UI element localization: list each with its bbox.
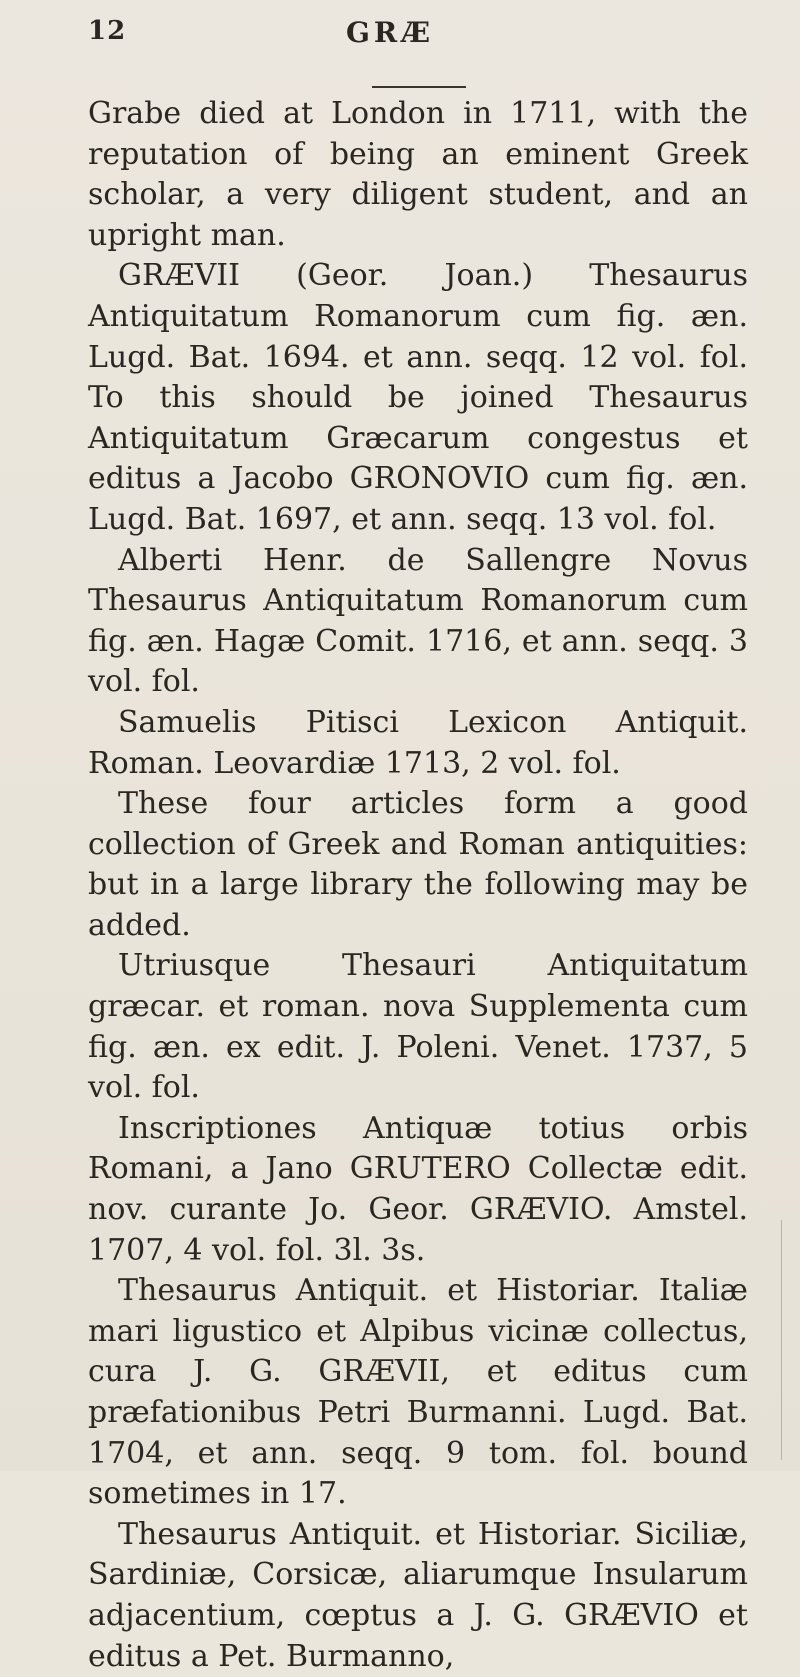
paragraph-pitisci: Samuelis Pitisci Lexicon Antiquit. Roman. Leovardiæ 1713, 2 vol. fol. <box>88 704 748 781</box>
paragraph-sallengre: Alberti Henr. de Sallengre Novus Thesaurus Antiquitatum Romanorum cum fig. æn. Hagæ Comit. 1716, et ann. seqq. 3 vol. fol. <box>88 542 748 700</box>
page-number: 12 <box>88 16 127 46</box>
paragraph-siciliae: Thesaurus Antiquit. et Historiar. Siciliæ, Sardiniæ, Corsicæ, aliarumque Insularum adjacentium, cœptus a J. G. GRÆVIO et editus a Pet. Burmanno, <box>88 1516 748 1674</box>
paragraph-graevii-thesaurus: GRÆVII (Geor. Joan.) Thesaurus Antiquitatum Romanorum cum fig. æn. Lugd. Bat. 1694. et ann. seqq. 12 vol. fol. To this should be joined Thesaurus Antiquitatum Græcarum congestus et editus a Jacobo GRONOVIO cum fig. æn. Lugd. Bat. 1697, et ann. seqq. 13 vol. fol. <box>88 258 748 537</box>
body-text <box>88 94 748 1677</box>
paragraph-poleni: Utriusque Thesauri Antiquitatum græcar. et roman. nova Supplementa cum fig. æn. ex edit. J. Poleni. Venet. 1737, 5 vol. fol. <box>88 948 748 1106</box>
running-head: GRÆ <box>346 16 435 49</box>
header-rule <box>372 86 466 88</box>
paragraph-grabe: Grabe died at London in 1711, with the reputation of being an eminent Greek scholar, a very diligent student, and an upright man. <box>88 96 748 253</box>
paragraph-italiae: Thesaurus Antiquit. et Historiar. Italiæ mari ligustico et Alpibus vicinæ collectus, cura J. G. GRÆVII, et editus cum præfationibus Petri Burmanni. Lugd. Bat. 1704, et ann. seqq. 9 tom. fol. bound sometimes in 17. <box>88 1273 748 1512</box>
paragraph-gruter: Inscriptiones Antiquæ totius orbis Romani, a Jano GRUTERO Collectæ edit. nov. curante Jo. Geor. GRÆVIO. Amstel. 1707, 4 vol. fol. 3l. 3s. <box>88 1110 748 1268</box>
page-edge-line <box>781 1220 782 1460</box>
page-header <box>88 14 740 54</box>
paragraph-summary: These four articles form a good collection of Greek and Roman antiquities: but in a large library the following may be added. <box>88 786 748 943</box>
